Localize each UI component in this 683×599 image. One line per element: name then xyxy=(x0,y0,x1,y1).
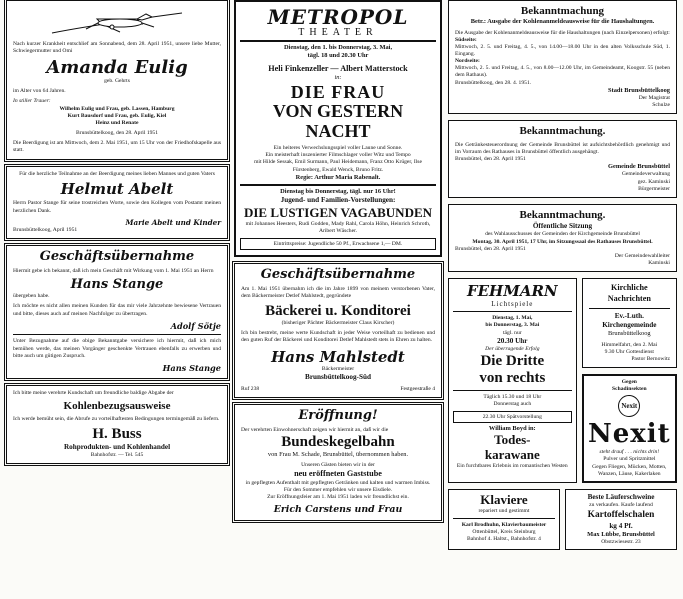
ad-piano-service xyxy=(448,489,560,550)
ad-cinema-fehmarn xyxy=(448,278,577,483)
bowling-heading: Eröffnung! xyxy=(298,407,378,423)
fehmarn-brand-sub: Lichtspiele xyxy=(491,300,534,309)
fehmarn-title-line-2: von rechts xyxy=(479,369,546,386)
fehmarn-film-line-1: Todes- xyxy=(494,432,531,448)
bowling-body-4: Für den Sommer empfehlen wir unsere Eisdiele. xyxy=(283,487,393,494)
fehmarn-film-line-2: karawane xyxy=(484,447,540,463)
notice-session-heading: Bekanntmachung. xyxy=(519,208,606,221)
notice-coal-north-label: Nordseite: xyxy=(455,58,480,65)
bakery-owner-name: Hans Mahlstedt xyxy=(271,348,405,367)
bakery-heading: Geschäftsübernahme xyxy=(260,266,416,282)
thanks-name: Helmut Abelt xyxy=(60,179,174,198)
notice-beverage-authority-1: Gemeinde Brunsbüttel xyxy=(608,163,670,171)
notice-beverage-authority-3: gez. Kaminski xyxy=(637,178,670,185)
notice-coal-south-text: Mittwoch, 2. 5. und Freitag, 4. 5., von 14.00—18.00 Uhr in den alten Volksschule Süd, 1. Eingang. xyxy=(455,43,670,57)
ad-nexit-insecticide xyxy=(582,374,677,483)
piano-heading: Klaviere xyxy=(480,491,528,507)
fehmarn-time-value: 20.30 Uhr xyxy=(497,336,528,345)
piano-name: Karl Brodhuhn, Klavierbaumeister xyxy=(461,522,547,529)
nexit-targets-1: Gegen Fliegen, Mücken, Motten, xyxy=(592,463,667,470)
obituary-name: Amanda Eulig xyxy=(46,57,188,79)
cinema-film-title-line1: DIE FRAU xyxy=(290,81,386,102)
notice-coal-authority-2: Der Magistrat xyxy=(638,95,670,102)
pigs-heading-2: zu verkaufen. Kaufe laufend xyxy=(589,502,653,509)
church-line-2: Kirchengemeinde xyxy=(602,320,657,329)
obituary-place-date: Brunsbüttelkoog, den 28. April 1951 xyxy=(75,130,159,137)
pigs-heading-1: Beste Läuferschweine xyxy=(587,492,655,501)
bakery-street: Festgeestraße 4 xyxy=(400,385,435,392)
church-heading: Kirchliche Nachrichten xyxy=(607,283,651,303)
column-left xyxy=(6,0,228,470)
thanks-signature: Marie Abelt und Kinder xyxy=(125,217,221,227)
church-line-3: Brunsbüttelkoog xyxy=(608,330,651,338)
notice-session-signer: Kaminski xyxy=(648,260,670,267)
nexit-logo-text: Nexit xyxy=(621,402,638,411)
takeover-signature: Adolf Sötje xyxy=(170,320,221,331)
bakery-business-name: Bäckerei u. Konditorei xyxy=(265,303,411,320)
pigs-heading-3: Kartoffelschalen xyxy=(587,510,655,521)
cinema-film-title-line2: VON GESTERN NACHT xyxy=(272,101,404,142)
coal-heading: Kohlenbezugsausweise xyxy=(63,399,171,412)
notice-beverage-heading: Bekanntmachung. xyxy=(519,125,606,138)
column-right xyxy=(448,0,677,550)
ad-bakery-mahlstedt xyxy=(234,263,442,398)
obituary-maiden-name: geb. Gehrts xyxy=(104,78,130,85)
cinema-name: METROPOL xyxy=(267,5,409,29)
thanks-body: Herrn Pastor Stange für seine trostreichen Worte, sowie den Kollegen vom Postamt meinen herzlichen Dank. xyxy=(13,200,221,214)
cinema-subtitle: THEATER xyxy=(298,27,378,38)
thanks-place-date: Brunsbüttelkoog, April 1951 xyxy=(13,227,78,234)
airplane-illustration xyxy=(13,7,221,41)
ad-cinema-metropol xyxy=(234,0,442,257)
notice-beverage-body: Die Getränkesteuerordnung der Gemeinde Brunsbüttel ist aufsichtsbehördlich genehmigt und im Vorraum des Rathauses in Brunsbüttel öffentlich ausgehängt. xyxy=(455,141,670,155)
bowling-body-3: in gepflegten Aufenthalt mit gepflegten Getränken und kalten und warmen Imbiss. xyxy=(245,479,431,486)
bowling-from-line: von Frau M. Schade, Brunsbüttel, übernommen haben. xyxy=(267,450,409,458)
ad-bowling-opening xyxy=(234,404,442,522)
nexit-targets-2: Wanzen, Läuse, Kakerlaken xyxy=(598,470,661,477)
fehmarn-date-1: Dienstag, 1. Mai, xyxy=(492,315,533,322)
coal-trade: Rohprodukten- und Kohlenhandel xyxy=(63,442,171,451)
fehmarn-time-label: tägl. nur xyxy=(502,329,522,336)
coal-body: Ich werde bemüht sein, die Abrufe zu vorteilhaftesten Bedingungen termingemäß zu liefern. xyxy=(13,415,220,422)
notice-coal-north-text: Mittwoch, 2. 5. und Freitag, 4. 5., von 8.00—12.00 Uhr, im Gemeindeamt, Koogstr. 55 (neben dem Rathaus). xyxy=(455,65,670,79)
cinema-director: Regie: Arthur Maria Rabenalt. xyxy=(295,173,381,181)
cinema-time-line: tägl. 18 und 20.30 Uhr xyxy=(307,52,369,60)
takeover-signature2: Hans Stange xyxy=(162,362,221,373)
bakery-place: Brunsbüttelkoog-Süd xyxy=(305,373,371,382)
obituary-mourner: Heinz und Renate xyxy=(95,119,139,126)
bowling-body-1: Unseren Gästen bieten wir in der xyxy=(301,462,375,469)
pigs-address: Obstzwiesestr. 23 xyxy=(601,539,641,546)
church-line-1: Ev.-Luth. xyxy=(614,311,644,320)
notice-public-session xyxy=(448,204,677,272)
fehmarn-blurb: Ein furchtbares Erlebnis im romantischen Westen xyxy=(456,463,568,470)
ad-coal-buss xyxy=(6,385,228,465)
obituary-mourner: Kurt Bausdorf und Frau, geb. Eulig, Kiel xyxy=(67,112,167,119)
notice-coal-south-label: Südseite: xyxy=(455,36,477,43)
fehmarn-star: William Boyd in: xyxy=(488,425,536,433)
thanks-helmut-abelt xyxy=(6,166,228,240)
piano-sub: repariert und gestimmt xyxy=(478,507,530,514)
notice-coal-authority-1: Stadt Brunsbüttelkoog xyxy=(608,86,670,94)
takeover-lead: Hiermit gebe ich bekannt, daß ich mein Geschäft mit Wirkung vom 1. Mai 1951 an Herrn xyxy=(13,268,214,275)
column-middle xyxy=(234,0,442,527)
church-pastor: Pastor Bernowitz xyxy=(631,355,670,362)
cinema-second-head: Dienstag bis Donnerstag, tägl. nur 16 Uhr! xyxy=(280,187,396,195)
bakery-intro: Am 1. Mai 1951 übernahm ich die im Jahre 1899 von meinem verstorbenen Vater, dem Bäckermeister Detlef Mahlstedt, gegründete xyxy=(241,285,435,300)
coal-intro: Ich bitte meine verehrte Kundschaft um freundliche baldige Abgabe der xyxy=(13,389,174,396)
notice-coal-cards xyxy=(448,0,677,114)
bowling-intro: Der verehrten Einwohnerschaft zeigen wir hiermit an, daß wir die xyxy=(241,426,389,433)
coal-company-name: H. Buss xyxy=(92,426,142,443)
takeover-body: Ich möchte es nicht allen meinen Kunden für das mir viele Jahrzehnte bewiesene Vertrauen und bitte, dieses auch auf meinen Nachfolger zu übertragen. xyxy=(13,303,221,317)
cinema-blurb-2: Ein meisterhaft inszenierter Filmschlager voller Witz und Tempo xyxy=(265,152,411,159)
bowling-signature: Erich Carstens und Frau xyxy=(273,504,403,516)
fehmarn-day: Donnerstag auch xyxy=(493,400,532,407)
takeover-successor-name: Hans Stange xyxy=(70,277,164,293)
notice-coal-place-date: Brunsbüttelkoog, den 28. 4. 1951. xyxy=(455,79,532,86)
ad-takeover-stange xyxy=(6,245,228,378)
bowling-body-2: neu eröffneten Gaststube xyxy=(294,469,382,479)
bowling-body-5: Zur Eröffnungsfeier am 1. Mai 1951 laden wir freundlichst ein. xyxy=(267,494,409,501)
obituary-mourn-label: In stiller Trauer: xyxy=(13,98,51,105)
notice-coal-signer: Schulze xyxy=(652,102,670,109)
notice-beverage-signer: Bürgermeister xyxy=(638,185,670,192)
bakery-phone: Ruf 238 xyxy=(241,385,260,392)
cinema-second-sub: Jugend- und Familien-Vorstellungen: xyxy=(280,196,396,205)
nexit-wordmark: Nexit xyxy=(587,419,671,450)
cinema-prices: Eintrittspreise: Jugendliche 50 Pf., Erwachsene 1,— DM. xyxy=(240,238,436,250)
obituary-mourner: Wilhelm Eulig und Frau, geb. Lassen, Hamburg xyxy=(59,105,175,112)
cinema-second-title: DIE LUSTIGEN VAGABUNDEN xyxy=(243,204,433,220)
nexit-top-line-1: Gegen xyxy=(621,379,637,386)
obituary-amanda-eulig xyxy=(6,0,228,160)
takeover-body2: Unter Bezugnahme auf die obige Bekanntgabe versichere ich hiermit, daß ich mich bemühen werde, das meinen Vorgänger geschenkte Vertrauen ebenfalls zu erwerben und bitte auch um gütigen Zuspruch. xyxy=(13,338,221,359)
cinema-blurb-1: Ein heiteres Verwechslungsspiel voller Laune und Sonne. xyxy=(273,145,403,152)
obituary-age: im Alter von 64 Jahren. xyxy=(13,88,66,95)
bakery-former-tenant: (bisheriger Pächter Bäckermeister Claus Kirscher) xyxy=(281,319,395,326)
pigs-price: kg 4 Pf. xyxy=(609,521,633,530)
obituary-intro: Nach kurzer Krankheit entschlief am Sonnabend, dem 28. April 1951, unsere liebe Mutter, Schwiegermutter und Omi xyxy=(13,41,221,55)
pigs-name: Max Lübbe, Brunsbüttel xyxy=(587,530,655,538)
nexit-forms: Pulver und Spritzmittel xyxy=(603,456,656,463)
fehmarn-title-line-1: Die Dritte xyxy=(480,353,545,370)
notice-session-authority: Der Gemeindewahlleiter xyxy=(614,252,670,259)
bakery-body: Ich bin bestrebt, meine werte Kundschaft in jeder Weise vorteilhaft zu bedienen und den guten Ruf der Bäckerei und Konditorei Detlef Mahlstedt stets in Ehren zu halten. xyxy=(241,330,435,344)
fehmarn-brand: FEHMARN xyxy=(466,282,558,301)
notice-session-sub-2: des Wahlausschusses der Gemeinden der Kirchgemeinde Brunsbüttel xyxy=(485,231,640,238)
cinema-second-cast: mit Johannes Heesters, Rudi Godden, Mady Rahl, Carola Höhn, Heinrich Schroth, Aribert Wäscher. xyxy=(245,220,431,234)
bowling-title: Bundeskegelbahn xyxy=(281,434,395,450)
church-time: 9.30 Uhr Gottesdienst xyxy=(604,348,654,355)
notice-coal-body: Die Ausgabe der Kohlenanmeldeausweise für die Haushaltungen (nach Einzelpersonen) erfolgt: xyxy=(455,29,670,36)
piano-extra: Bahnhof 4. Haltst., Bahnhofstr. 4 xyxy=(467,536,541,543)
notice-beverage-tax xyxy=(448,120,677,197)
notice-coal-heading: Bekanntmachung xyxy=(520,5,605,17)
fehmarn-late-show: 22.30 Uhr Spätvorstellung xyxy=(453,411,572,423)
church-news xyxy=(582,278,677,368)
notice-beverage-place-date: Brunsbüttel, den 28. April 1951 xyxy=(455,155,526,162)
fehmarn-tagline: Der überragende Erfolg xyxy=(485,346,540,353)
nexit-top-line-2: Schadinsekten xyxy=(612,386,647,393)
thanks-intro: Für die herzliche Teilnahme an der Beerdigung meines lieben Mannes und guten Vaters xyxy=(19,170,215,177)
nexit-logo-icon xyxy=(618,395,640,417)
church-event: Himmelfahrt, den 2. Mai xyxy=(601,341,658,348)
fehmarn-date-2: bis Donnerstag, 3. Mai xyxy=(485,322,540,329)
notice-beverage-authority-2: Gemeindeverwaltung xyxy=(621,171,670,178)
notice-coal-sub: Betr.: Ausgabe der Kohlenanmeldeausweise für die Haushaltungen. xyxy=(470,18,655,26)
coal-address: Bahnhofstr. — Tel. 545 xyxy=(90,452,144,459)
cinema-in-label: in: xyxy=(334,74,342,82)
cinema-stars: Heli Finkenzeller — Albert Matterstock xyxy=(268,63,408,73)
notice-session-when: Montag, 30. April 1951, 17 Uhr, im Sitzungssaal des Rathauses Brunsbüttel. xyxy=(472,238,653,245)
takeover-note: übergeben habe. xyxy=(13,293,50,300)
ad-pigs-potato-peels xyxy=(565,489,677,550)
fehmarn-times: Täglich 15.30 und 18 Uhr xyxy=(483,393,542,400)
bakery-owner-trade: Bäckermeister xyxy=(321,366,355,373)
cinema-date-line: Dienstag, den 1. bis Donnerstag, 3. Mai, xyxy=(283,44,393,51)
cinema-cast: mit Hilde Sessak, Emil Surmann, Paul Heidemann, Franz Otto Krüger, Ilse Fürstenberg, Ewald Wenck, Bruno Fritz. xyxy=(254,159,422,173)
notice-session-sub-1: Öffentliche Sitzung xyxy=(532,222,593,231)
nexit-slogan: steht drauf . . . nichts drin! xyxy=(599,449,660,456)
takeover-heading: Geschäftsübernahme xyxy=(39,249,195,265)
piano-address: Ottenbüttel, Kreis Steinburg xyxy=(472,529,536,536)
obituary-funeral-note: Die Beerdigung ist am Mittwoch, dem 2. Mai 1951, um 15 Uhr von der Friedhofskapelle aus statt. xyxy=(13,140,221,154)
notice-session-place-date: Brunsbüttel, den 28. April 1951 xyxy=(455,245,526,252)
